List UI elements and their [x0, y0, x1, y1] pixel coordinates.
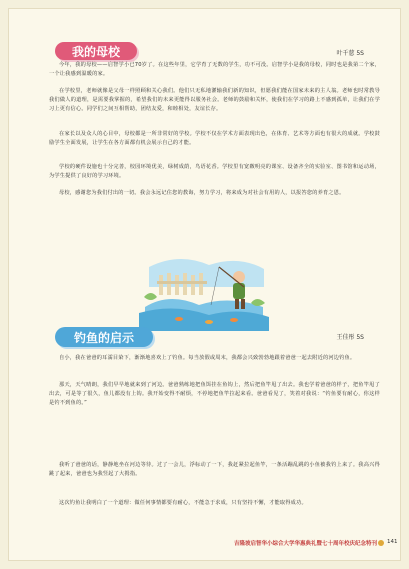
article1-paragraph-2: 在学校里，老师就像是父母一样照顾和关心我们。他们只无私地灌输我们新的知识，但愿我们能在国家未来的主人翁。老师也时常教导我们做人的道理，是需要我掌握的，希望我们的未来更能得以服务社会。老师的鼓励和关怀，使我们在学习的路上不感到孤单，让我们在学习上更有信心。同学们之间互相帮助，团结友爱，和睦相处，友谊长存。 — [49, 88, 380, 112]
publication-footer: 吉隆坡启智华小综合大学华惠典礼暨七十周年校庆纪念特刊 — [234, 541, 378, 547]
article2-paragraph-4: 这次钓鱼让我明白了一个道理：做任何事情都要有耐心，不能急于求成，只有坚持不懈，才能取得成功。 — [59, 500, 307, 506]
footer-bullet-icon — [378, 540, 384, 546]
article-title-my-school: 我的母校 — [55, 42, 137, 60]
magazine-page — [8, 8, 401, 561]
article2-paragraph-1: 自小，我在爸爸的耳濡目染下，渐渐地喜欢上了钓鱼。每当放假或周末，我都会兴致勃勃地跟着爸爸一起去附近的河边钓鱼。 — [59, 355, 356, 361]
article1-paragraph-4: 学校的硬件设施也十分完善，校园环境优美，绿树成荫，鸟语花香。学校里有宽敞明亮的课室、设备齐全的实验室、图书馆和运动场，为学生提供了良好的学习环境。 — [49, 164, 380, 179]
article-author-1: 叶千慈 5S — [336, 50, 364, 57]
article2-paragraph-3: 我听了爸爸的话，静静地坐在河边等待。过了一会儿，浮标动了一下，我赶紧拉起鱼竿，一条活蹦乱跳的小鱼被我钓上来了。我高兴得跳了起来，爸爸也为我竖起了大拇指。 — [49, 462, 380, 477]
fishing-illustration — [139, 247, 269, 331]
article1-paragraph-3: 在家长以及众人的心目中，母校都是一所非常好的学校。学校不仅在学术方面表现出色，在体育、艺术等方面也有很大的成就。学校鼓励学生全面发展，让学生在各方面都有机会展示自己的才能。 — [49, 131, 380, 146]
article2-paragraph-2: 那天，天气晴朗，我们早早地就来到了河边。爸爸熟练地把鱼饵挂在鱼钩上，然后把鱼竿甩了出去。我也学着爸爸的样子，把鱼竿甩了出去，可是等了很久，鱼儿都没有上钩。我开始变得不耐烦，不停地把鱼竿拉起来看。爸爸看见了，笑着对我说：“钓鱼要有耐心，你这样是钓不到鱼的。” — [49, 382, 380, 406]
article-title-fishing: 钓鱼的启示 — [55, 327, 153, 347]
article1-paragraph-5: 母校，感谢您为我们付出的一切。我会永远记住您的教诲，努力学习，将来成为对社会有用的人，以报答您的养育之恩。 — [59, 190, 345, 196]
article1-paragraph-1: 今年，我的母校——启智学小已70岁了。在这些年里，它学育了无数的学生，功不可没。启智学小是我的母校，同时也是我第二个家，一个让我感到温暖的家。 — [49, 62, 380, 77]
page-number: 141 — [387, 539, 398, 545]
article-author-2: 王佳彤 5S — [336, 334, 364, 341]
